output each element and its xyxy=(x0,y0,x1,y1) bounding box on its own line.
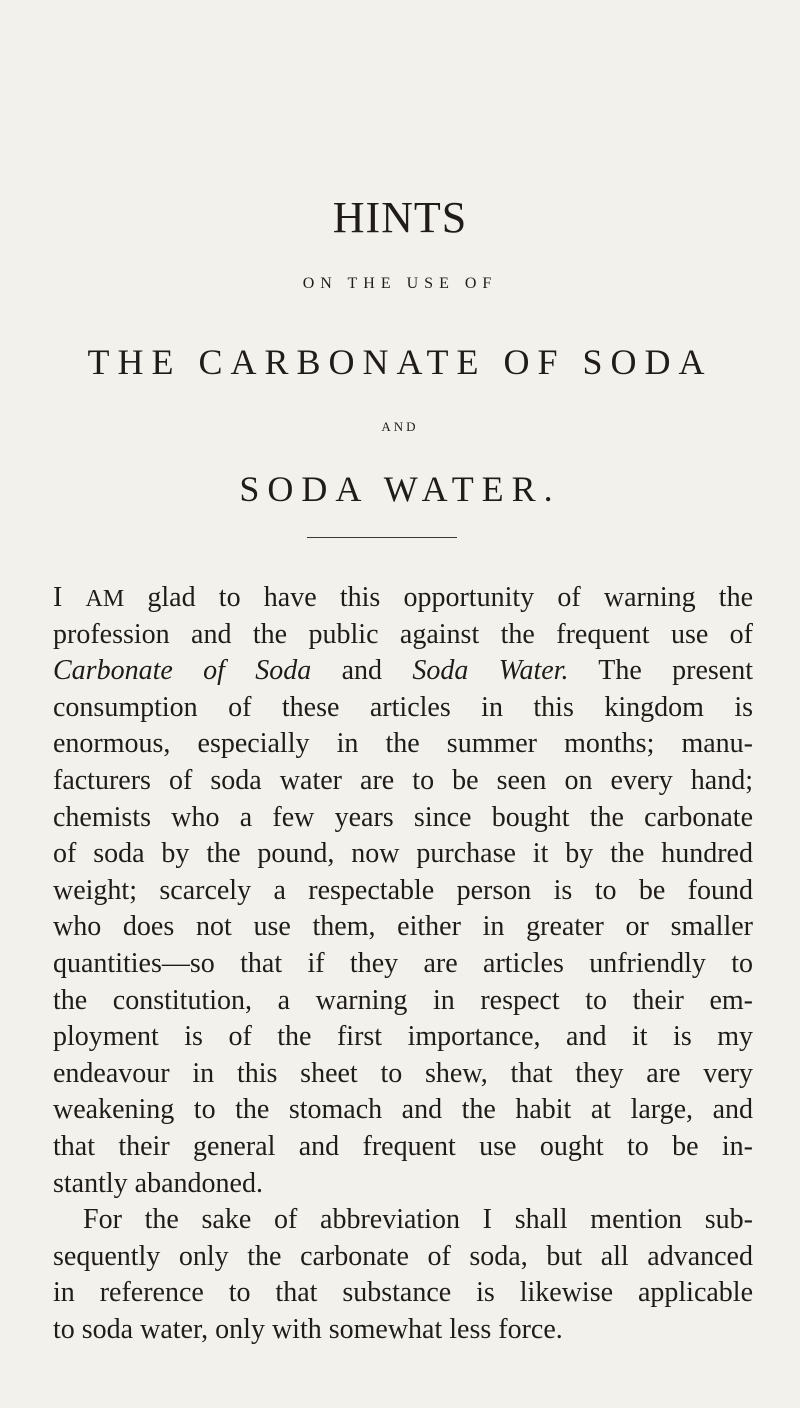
text-line: of soda by the pound, now purchase it by the hundred xyxy=(53,838,753,870)
document-title: HINTS xyxy=(332,193,468,242)
text-line: enormous, especially in the summer months; manu- xyxy=(53,728,753,760)
text-line: profession and the public against the frequent use of xyxy=(53,618,753,650)
text-line: the constitution, a warning in respect to their em- xyxy=(53,984,753,1016)
body-text xyxy=(53,580,753,1348)
text-line: For the sake of abbreviation I shall mention sub- xyxy=(83,1204,753,1236)
text-line: weight; scarcely a respectable person is to be found xyxy=(53,874,753,906)
text-line: quantities—so that if they are articles unfriendly to xyxy=(53,947,753,979)
text-line: to soda water, only with somewhat less force. xyxy=(53,1313,563,1345)
main-title-line-1: THE CARBONATE OF SODA xyxy=(87,342,713,382)
text-line: stantly abandoned. xyxy=(53,1167,263,1199)
lead-word: I xyxy=(53,582,63,613)
text-line: Carbonate of Soda and Soda Water. The present xyxy=(53,655,754,687)
text-line: consumption of these articles in this kingdom is xyxy=(53,691,753,723)
text-line: in reference to that substance is likewise applicable xyxy=(53,1277,753,1309)
text-line: facturers of soda water are to be seen on every hand; xyxy=(53,764,753,796)
document-subtitle: ON THE USE OF xyxy=(302,275,498,292)
italic-phrase: Carbonate of Soda xyxy=(53,655,312,687)
text-line: who does not use them, either in greater or smaller xyxy=(53,911,753,943)
text-line: weakening to the stomach and the habit at large, and xyxy=(53,1094,753,1126)
title-connector: AND xyxy=(381,419,419,434)
text-line: ployment is of the first importance, and it is my xyxy=(53,1021,753,1053)
text-line: I AM glad to have this opportunity of warning the xyxy=(53,582,754,613)
text-line: sequently only the carbonate of soda, but all advanced xyxy=(53,1240,753,1272)
lead-smallcaps: AM xyxy=(85,586,125,612)
italic-phrase: Soda Water. xyxy=(412,655,569,687)
text-line: endeavour in this sheet to shew, that they are very xyxy=(53,1057,753,1089)
section-divider xyxy=(307,537,457,538)
text-line: chemists who a few years since bought the carbonate xyxy=(53,801,753,833)
main-title-line-2: SODA WATER. xyxy=(239,469,561,509)
text-line: that their general and frequent use ought to be in- xyxy=(53,1130,753,1162)
